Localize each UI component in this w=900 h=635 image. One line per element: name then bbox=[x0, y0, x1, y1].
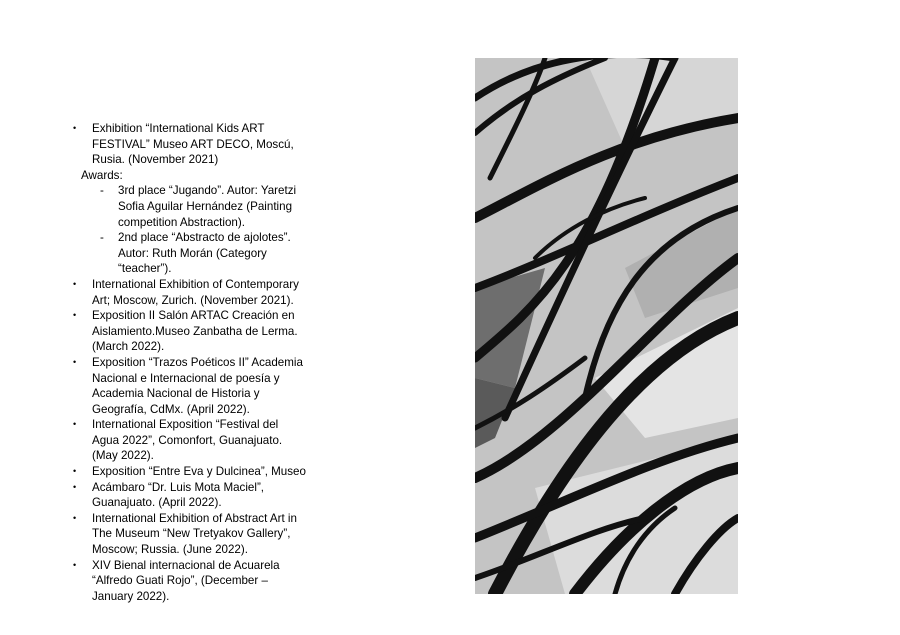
list-item-line: • Acámbaro “Dr. Luis Mota Maciel”, bbox=[92, 480, 265, 494]
award-item bbox=[73, 230, 313, 277]
list-item-line: • International Exhibition of Contemporary bbox=[92, 277, 299, 291]
award-line: Sofia Aguilar Hernández (Painting bbox=[118, 199, 293, 213]
list-item-line: Art; Moscow, Zurich. (November 2021). bbox=[92, 293, 294, 307]
list-item-line: • International Exposition “Festival del bbox=[92, 418, 279, 432]
award-item bbox=[73, 183, 313, 230]
exhibition-list bbox=[73, 121, 313, 604]
award-line: - 3rd place “Jugando”. Autor: Yaretzi bbox=[118, 184, 297, 198]
awards-label: Awards: bbox=[81, 168, 123, 182]
list-item-line: Geografía, CdMx. (April 2022). bbox=[92, 402, 250, 416]
list-item-line: • Exhibition “International Kids ART bbox=[92, 122, 265, 135]
list-item bbox=[73, 277, 313, 308]
list-item bbox=[73, 121, 313, 168]
list-item-line: Nacional e Internacional de poesía y bbox=[92, 371, 280, 385]
list-item-line: (May 2022). bbox=[92, 449, 154, 463]
award-line: competition Abstraction). bbox=[118, 215, 245, 229]
list-item bbox=[73, 480, 313, 511]
list-item-line: Agua 2022”, Comonfort, Guanajuato. bbox=[92, 433, 283, 447]
abstract-black-white-painting-icon bbox=[475, 58, 738, 594]
list-item-line: Aislamiento.Museo Zanbatha de Lerma. bbox=[92, 324, 298, 338]
list-item-line: • International Exhibition of Abstract Art in bbox=[92, 511, 297, 525]
list-item bbox=[73, 417, 313, 464]
award-line: - 2nd place “Abstracto de ajolotes”. bbox=[118, 231, 291, 245]
list-item bbox=[73, 558, 313, 605]
list-item-line: • Exposition II Salón ARTAC Creación en bbox=[92, 309, 295, 323]
list-item bbox=[73, 308, 313, 355]
list-item-line: Moscow; Russia. (June 2022). bbox=[92, 543, 248, 557]
list-item-line: • Exposition “Trazos Poéticos II” Academia bbox=[92, 355, 303, 369]
list-item-line: Academia Nacional de Historia y bbox=[92, 387, 260, 401]
list-item-line: The Museum “New Tretyakov Gallery”, bbox=[92, 527, 291, 541]
award-line: Autor: Ruth Morán (Category bbox=[118, 246, 267, 260]
list-item-line: (March 2022). bbox=[92, 340, 165, 354]
list-item-line: “Alfredo Guati Rojo”, (December – bbox=[92, 574, 268, 588]
list-item-line: FESTIVAL” Museo ART DECO, Moscú, bbox=[92, 137, 294, 151]
list-item bbox=[73, 464, 313, 480]
list-item-line: • Exposition “Entre Eva y Dulcinea”, Museo bbox=[92, 465, 306, 479]
list-item bbox=[73, 511, 313, 558]
abstract-painting-image bbox=[475, 58, 738, 594]
list-item-line: January 2022). bbox=[92, 589, 170, 603]
list-item-line: Rusia. (November 2021) bbox=[92, 153, 219, 167]
list-item-line: Guanajuato. (April 2022). bbox=[92, 496, 222, 510]
award-line: “teacher”). bbox=[118, 262, 172, 276]
list-item bbox=[73, 355, 313, 417]
list-item-line: • XIV Bienal internacional de Acuarela bbox=[92, 558, 280, 572]
